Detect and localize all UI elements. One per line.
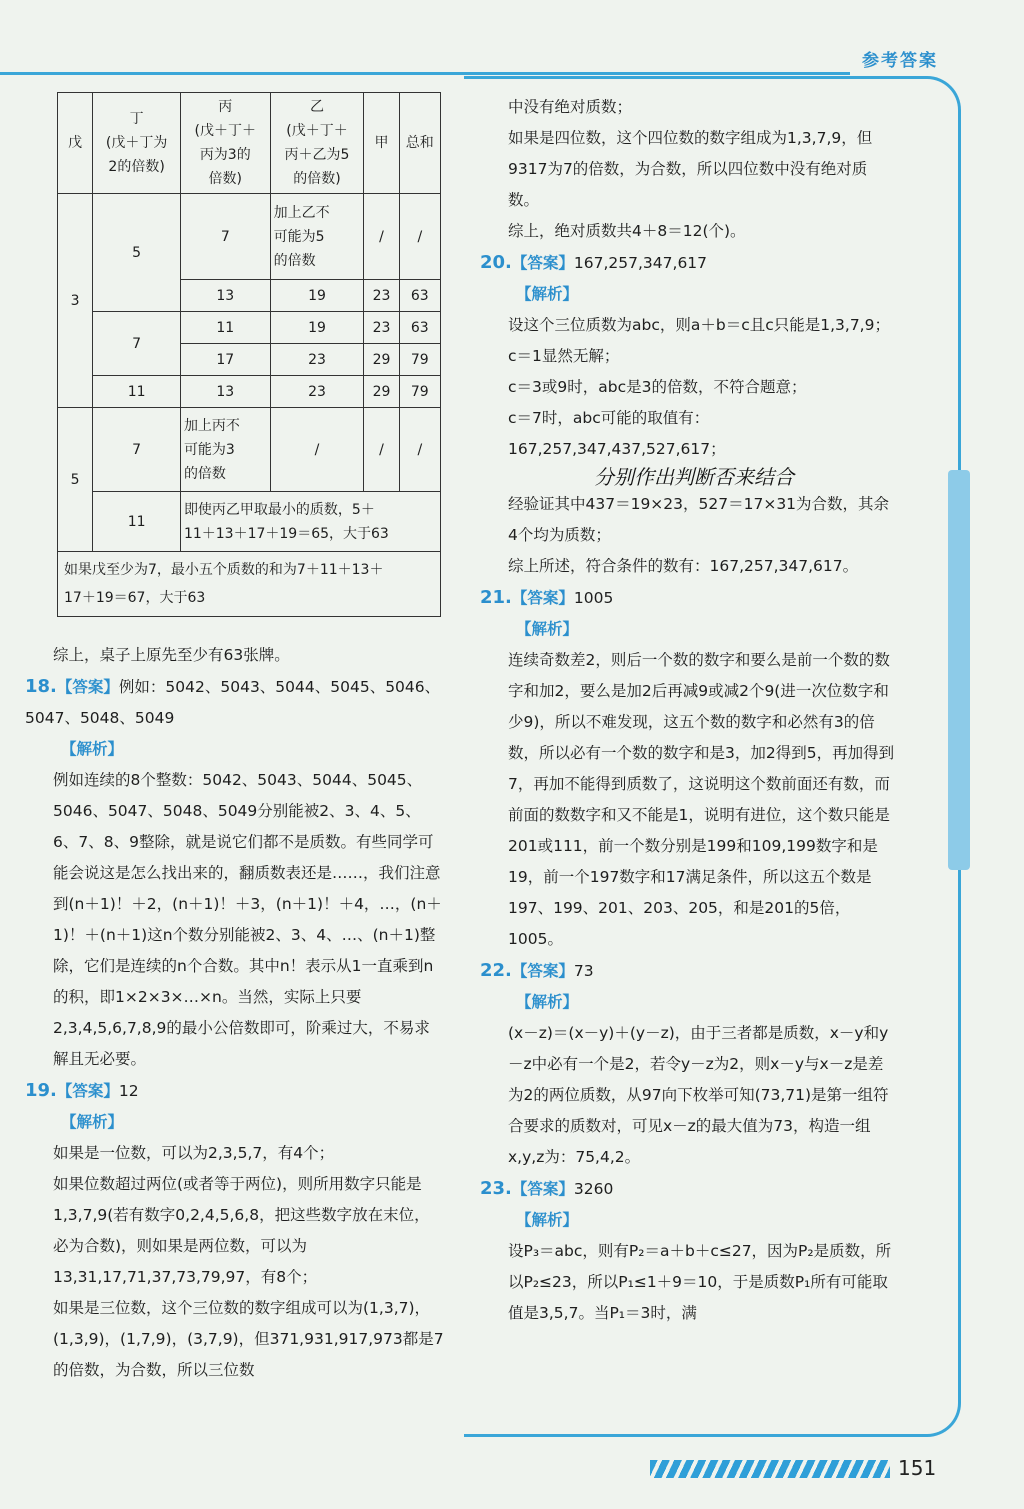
- cell: 7: [93, 408, 181, 492]
- analysis-label: 【解析】: [516, 993, 579, 1011]
- answer-label: 【答案】: [511, 1180, 574, 1198]
- q20-number: 20.: [480, 252, 512, 273]
- side-tab: [948, 470, 970, 870]
- table-row: [58, 194, 441, 280]
- cell: 加上丙不 可能为3 的倍数: [180, 408, 270, 492]
- analysis-label: 【解析】: [516, 285, 579, 303]
- q20-l6: 综上所述，符合条件的数有：167,257,347,617。: [508, 557, 859, 575]
- cell: 13: [180, 280, 270, 312]
- handwritten-note: 分别作出判断否来结合: [594, 465, 794, 489]
- q20-answer-line: [480, 247, 898, 279]
- q22-number: 22.: [480, 960, 512, 981]
- q21-answer: 1005: [573, 589, 614, 607]
- cell: 23: [270, 376, 364, 408]
- q20-l3: c＝3或9时，abc是3的倍数，不符合题意；: [508, 378, 807, 396]
- analysis-label: 【解析】: [516, 1211, 579, 1229]
- q18-analysis: 例如连续的8个整数：5042、5043、5044、5045、5046、5047、5048、5049分别能被2、3、4、5、6、7、8、9整除，就是说它们都不是质数。有些同学可能会说这是怎么找出来的，翻质数表还是……，我们注意到(n＋1)！＋2，(n＋1)！＋3，(n＋1)！＋4，…，(n＋1)！＋(n＋1)这n个数分别能被2、3、4、…、(n＋1)整除，它们是连续的n个合数。其中n！表示从1一直乘到n的积，即1×2×3×…×n。当然，实际上只要2,3,4,5,6,7,8,9的最小公倍数即可，阶乘过大，不易求解且无必要。: [53, 771, 442, 1068]
- header-yi: 乙 (戊＋丁＋ 丙＋乙为5 的倍数): [270, 93, 364, 194]
- header-total: 总和: [399, 93, 440, 194]
- header-ding: 丁 (戊＋丁为 2的倍数): [93, 93, 181, 194]
- cell: 63: [399, 280, 440, 312]
- r-p1: 如果是四位数，这个四位数的数字组成为1,3,7,9，但9317为7的倍数，为合数，所以四位数中没有绝对质数。: [508, 129, 873, 209]
- right-column: [480, 92, 898, 1329]
- header-wu: 戊: [58, 93, 93, 194]
- q19-answer-line: [25, 1075, 445, 1107]
- r-p0: 中没有绝对质数；: [508, 98, 633, 116]
- analysis-label: 【解析】: [61, 740, 124, 758]
- cell: 79: [399, 376, 440, 408]
- cell: 5: [58, 408, 93, 552]
- q19-answer: 12: [118, 1082, 139, 1100]
- q19-p3: 如果是三位数，这个三位数的数字组成可以为(1,3,7)，(1,3,9)，(1,7,9)，(3,7,9)，但371,931,917,973都是7的倍数，为合数，所以三位数: [53, 1299, 444, 1379]
- cell: 23: [364, 312, 399, 344]
- q19-p2: 如果位数超过两位(或者等于两位)，则所用数字只能是1,3,7,9(若有数字0,2,4,5,6,8，把这些数字放在末位，必为合数)，则如果是两位数，可以为13,31,17,71,37,73,79,97，有8个；: [53, 1175, 430, 1286]
- q19-number: 19.: [25, 1080, 57, 1101]
- header-rule: [0, 72, 850, 75]
- cell: 13: [180, 376, 270, 408]
- analysis-label: 【解析】: [516, 620, 579, 638]
- table-row: [58, 408, 441, 492]
- q18-number: 18.: [25, 676, 57, 697]
- merged-cell: 即使丙乙甲取最小的质数，5＋ 11＋13＋17＋19＝65，大于63: [180, 492, 440, 552]
- q21-analysis: 连续奇数差2，则后一个数的数字和要么是前一个数的数字和加2，要么是加2后再减9或减2个9(进一次位数字和少9)，所以不难发现，这五个数的数字和必然有3的倍数，所以必有一个数的数字和是3，加2得到5，再加得到7，再加不能得到质数了，这说明这个数前面还有数，而前面的数数字和又不能是1，说明有进位，这个数只能是201或111，前一个数分别是199和109,199数字和是19，前一个197数字和17满足条件，所以这五个数是197、199、201、203、205，和是201的5倍，1005。: [508, 651, 895, 948]
- cell: 3: [58, 194, 93, 408]
- cell: 5: [93, 194, 181, 312]
- answer-label: 【答案】: [511, 962, 574, 980]
- answer-label: 【答案】: [56, 1082, 119, 1100]
- table-header-row: [58, 93, 441, 194]
- q22-analysis: (x－z)＝(x－y)＋(y－z)，由于三者都是质数，x－y和y－z中必有一个是2，若令y－z为2，则x－y与x－z是差为2的两位质数，从97向下枚举可知(73,71)是第一组符合要求的质数对，可见x－z的最大值为73，构造一组x,y,z为：75,4,2。: [508, 1024, 889, 1166]
- cell: 23: [270, 344, 364, 376]
- header-bing: 丙 (戊＋丁＋ 丙为3的 倍数): [180, 93, 270, 194]
- left-column: [25, 640, 445, 1386]
- q18-answer: 例如：5042、5043、5044、5045、5046、5047、5048、5049: [25, 678, 441, 727]
- q20-l1: 设这个三位质数为abc，则a＋b＝c且c只能是1,3,7,9；: [508, 316, 890, 334]
- cell: /: [364, 408, 399, 492]
- table-row: [58, 376, 441, 408]
- cell: /: [399, 408, 440, 492]
- cell: 加上乙不 可能为5 的倍数: [270, 194, 364, 280]
- q23-answer: 3260: [573, 1180, 614, 1198]
- summary-text: 综上，桌子上原先至少有63张牌。: [53, 646, 290, 664]
- cell: 23: [364, 280, 399, 312]
- q23-analysis: 设P₃＝abc，则有P₂＝a＋b＋c≤27，因为P₂是质数，所以P₂≤23，所以P₁≤1＋9＝10，于是质数P₁所有可能取值是3,5,7。当P₁＝3时，满: [508, 1242, 892, 1322]
- cell: /: [270, 408, 364, 492]
- answer-label: 【答案】: [56, 678, 119, 696]
- header-title: 参考答案: [862, 51, 938, 71]
- footer-stripes: [650, 1460, 890, 1478]
- cell: 11: [180, 312, 270, 344]
- q19-p1: 如果是一位数，可以为2,3,5,7，有4个；: [53, 1144, 335, 1162]
- r-p2: 综上，绝对质数共4＋8＝12(个)。: [508, 222, 746, 240]
- table-note: 如果戊至少为7，最小五个质数的和为7＋11＋13＋ 17＋19＝67，大于63: [58, 552, 441, 617]
- q20-l4: c＝7时，abc可能的取值有：167,257,347,437,527,617；: [508, 409, 726, 458]
- answer-label: 【答案】: [511, 589, 574, 607]
- answer-label: 【答案】: [511, 254, 574, 272]
- cell: 11: [93, 376, 181, 408]
- q21-answer-line: [480, 582, 898, 614]
- cell: /: [364, 194, 399, 280]
- q21-number: 21.: [480, 587, 512, 608]
- q23-number: 23.: [480, 1178, 512, 1199]
- q18-answer-line: [25, 671, 445, 734]
- cell: 7: [180, 194, 270, 280]
- cell: 29: [364, 344, 399, 376]
- table-row: [58, 312, 441, 344]
- cell: 63: [399, 312, 440, 344]
- q22-answer-line: [480, 955, 898, 987]
- analysis-label: 【解析】: [61, 1113, 124, 1131]
- cell: 19: [270, 312, 364, 344]
- cell: /: [399, 194, 440, 280]
- q22-answer: 73: [573, 962, 594, 980]
- q23-answer-line: [480, 1173, 898, 1205]
- table-note-row: [58, 552, 441, 617]
- cell: 19: [270, 280, 364, 312]
- q20-answer: 167,257,347,617: [573, 254, 708, 272]
- q20-l2: c＝1显然无解；: [508, 347, 620, 365]
- q20-l5: 经验证其中437＝19×23，527＝17×31为合数，其余4个均为质数；: [508, 495, 890, 544]
- cell: 29: [364, 376, 399, 408]
- header-jia: 甲: [364, 93, 399, 194]
- solution-table: [57, 92, 441, 617]
- page-number: 151: [898, 1456, 937, 1480]
- cell: 17: [180, 344, 270, 376]
- cell: 11: [93, 492, 181, 552]
- cell: 79: [399, 344, 440, 376]
- cell: 7: [93, 312, 181, 376]
- table-row: [58, 492, 441, 552]
